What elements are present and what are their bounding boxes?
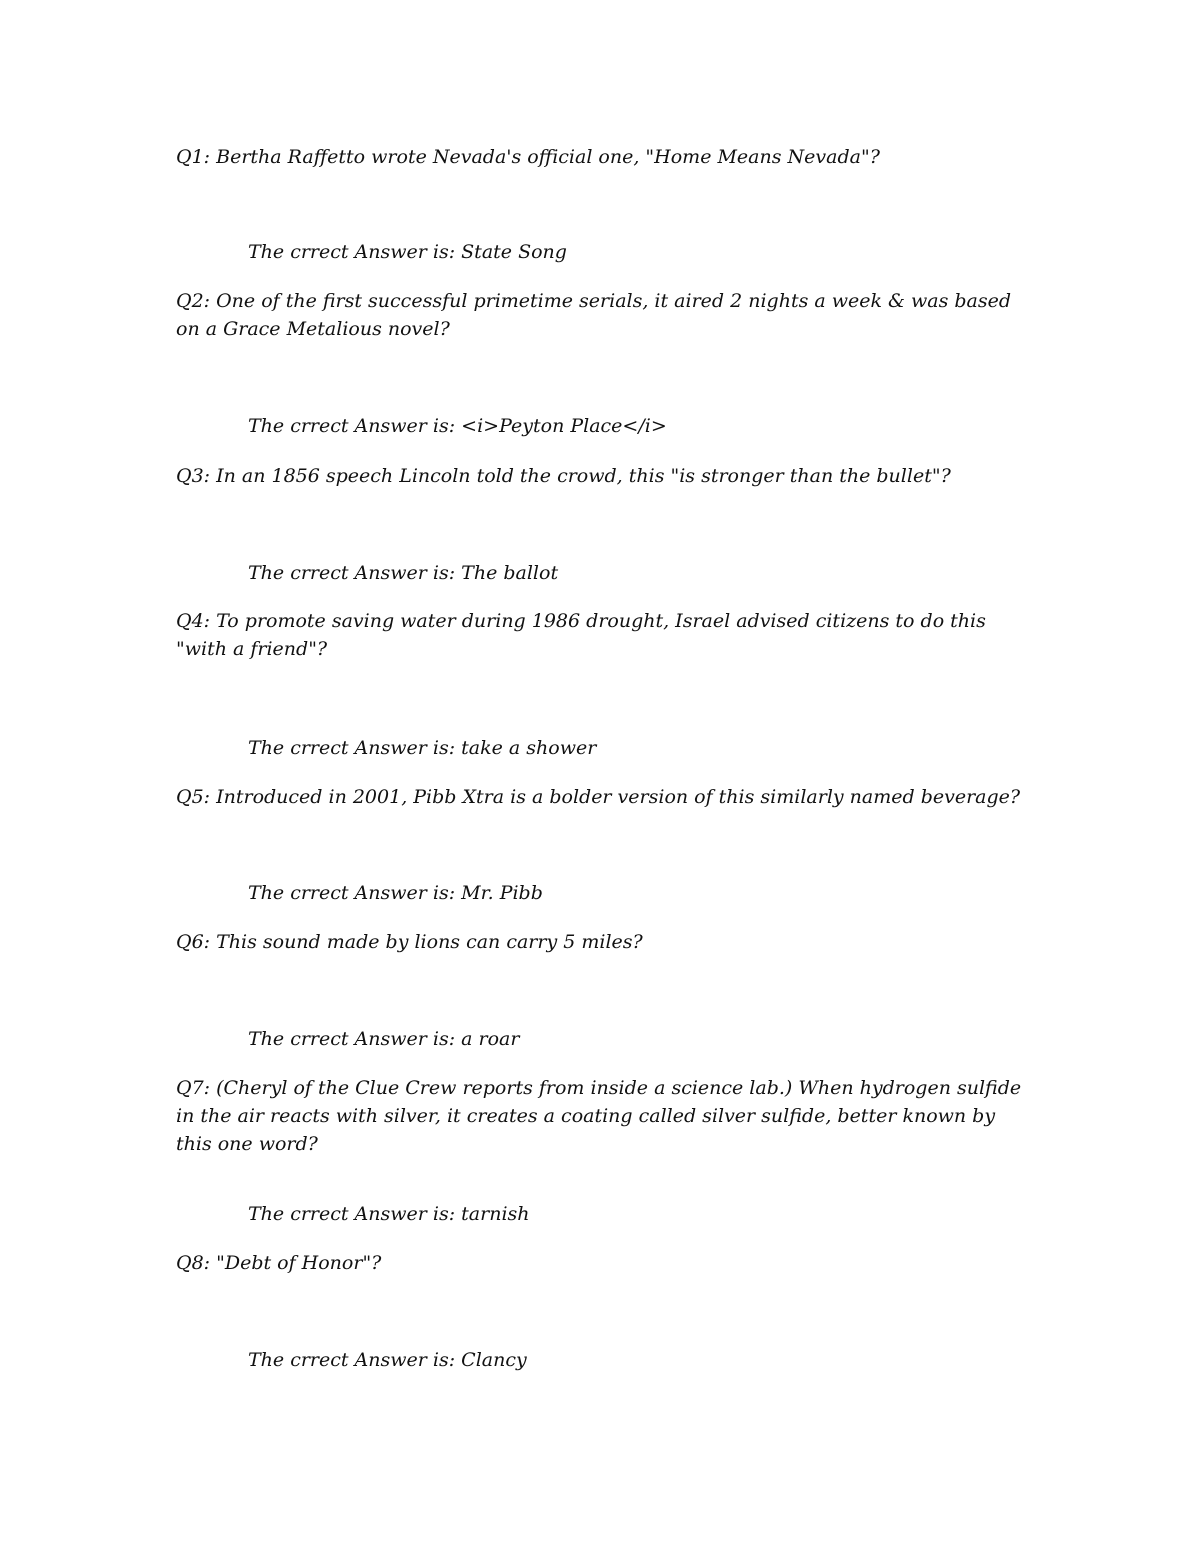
answer-8: The crrect Answer is: Clancy [248,1349,527,1371]
answer-5: The crrect Answer is: Mr. Pibb [248,882,543,904]
question-4: Q4: To promote saving water during 1986 drought, Israel advised citizens to do this "with a friend"? [176,610,986,660]
question-2: Q2: One of the first successful primetime serials, it aired 2 nights a week & was based on a Grace Metalious novel? [176,290,1012,340]
answer-7: The crrect Answer is: tarnish [248,1203,530,1225]
question-5: Q5: Introduced in 2001, Pibb Xtra is a bolder version of this similarly named beverage? [176,786,1021,808]
question-1: Q1: Bertha Raffetto wrote Nevada's official one, "Home Means Nevada"? [176,146,880,168]
answer-1: The crrect Answer is: State Song [248,241,567,263]
answer-4: The crrect Answer is: take a shower [248,737,597,759]
question-3: Q3: In an 1856 speech Lincoln told the crowd, this "is stronger than the bullet"? [176,465,951,487]
answer-6: The crrect Answer is: a roar [248,1028,520,1050]
answer-3: The crrect Answer is: The ballot [248,562,559,584]
question-8: Q8: "Debt of Honor"? [176,1252,382,1274]
answer-2: The crrect Answer is: <i>Peyton Place</i> [248,415,667,437]
question-7: Q7: (Cheryl of the Clue Crew reports from inside a science lab.) When hydrogen sulfide in the air reacts with silver, it creates a coating called silver sulfide, better known by this one word? [176,1077,1022,1155]
question-6: Q6: This sound made by lions can carry 5 miles? [176,931,643,953]
